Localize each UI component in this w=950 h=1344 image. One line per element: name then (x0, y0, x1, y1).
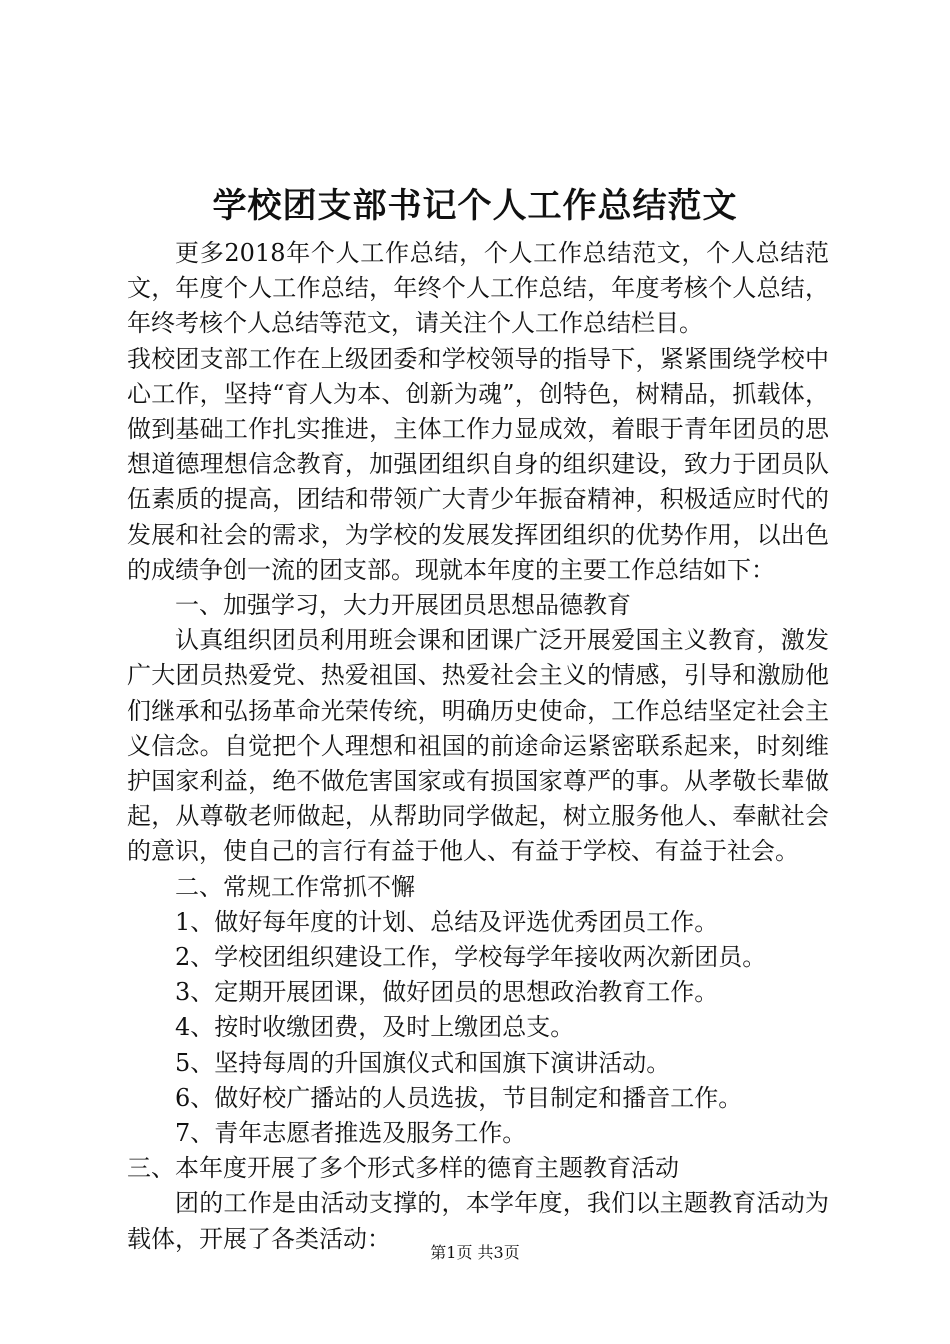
paragraph-section-1: 认真组织团员利用班会课和团课广泛开展爱国主义教育，激发广大团员热爱党、热爱祖国、热爱社会主义的情感，引导和激励他们继承和弘扬革命光荣传统，明确历史使命，工作总结坚定社会主义信念。自觉把个人理想和祖国的前途命运紧密联系起来，时刻维护国家利益，绝不做危害国家或有损国家尊严的事。从孝敬长辈做起，从尊敬老师做起，从帮助同学做起，树立服务他人、奉献社会的意识，使自己的言行有益于他人、有益于学校、有益于社会。 (127, 626, 829, 866)
document-body (127, 236, 829, 1257)
list-item: 2、学校团组织建设工作，学校每学年接收两次新团员。 (175, 943, 767, 972)
section-heading-1: 一、加强学习，大力开展团员思想品德教育 (175, 591, 631, 620)
list-item: 1、做好每年度的计划、总结及评选优秀团员工作。 (175, 907, 719, 936)
paragraph-intro: 更多2018年个人工作总结，个人工作总结范文，个人总结范文，年度个人工作总结，年终个人工作总结，年度考核个人总结，年终考核个人总结等范文，请关注个人工作总结栏目。 (127, 239, 829, 338)
list-item: 6、做好校广播站的人员选拔，节目制定和播音工作。 (175, 1083, 743, 1112)
list-item: 4、按时收缴团费，及时上缴团总支。 (175, 1013, 575, 1042)
page-footer: 第1页 共3页 (430, 1243, 520, 1262)
section-heading-3: 三、本年度开展了多个形式多样的德育主题教育活动 (127, 1154, 679, 1183)
document-title: 学校团支部书记个人工作总结范文 (212, 186, 738, 226)
list-item: 7、青年志愿者推选及服务工作。 (175, 1119, 527, 1148)
list-item: 3、定期开展团课，做好团员的思想政治教育工作。 (175, 978, 719, 1007)
list-item: 5、坚持每周的升国旗仪式和国旗下演讲活动。 (175, 1048, 671, 1077)
section-heading-2: 二、常规工作常抓不懈 (175, 872, 415, 901)
paragraph-section-3: 团的工作是由活动支撑的，本学年度，我们以主题教育活动为载体，开展了各类活动： (127, 1189, 829, 1253)
paragraph-overview: 我校团支部工作在上级团委和学校领导的指导下，紧紧围绕学校中心工作，坚持“育人为本、创新为魂”，创特色，树精品，抓载体，做到基础工作扎实推进，主体工作力显成效，着眼于青年团员的思想道德理想信念教育，加强团组织自身的组织建设，致力于团员队伍素质的提高，团结和带领广大青少年振奋精神，积极适应时代的发展和社会的需求，为学校的发展发挥团组织的优势作用，以出色的成绩争创一流的团支部。现就本年度的主要工作总结如下： (127, 344, 829, 584)
